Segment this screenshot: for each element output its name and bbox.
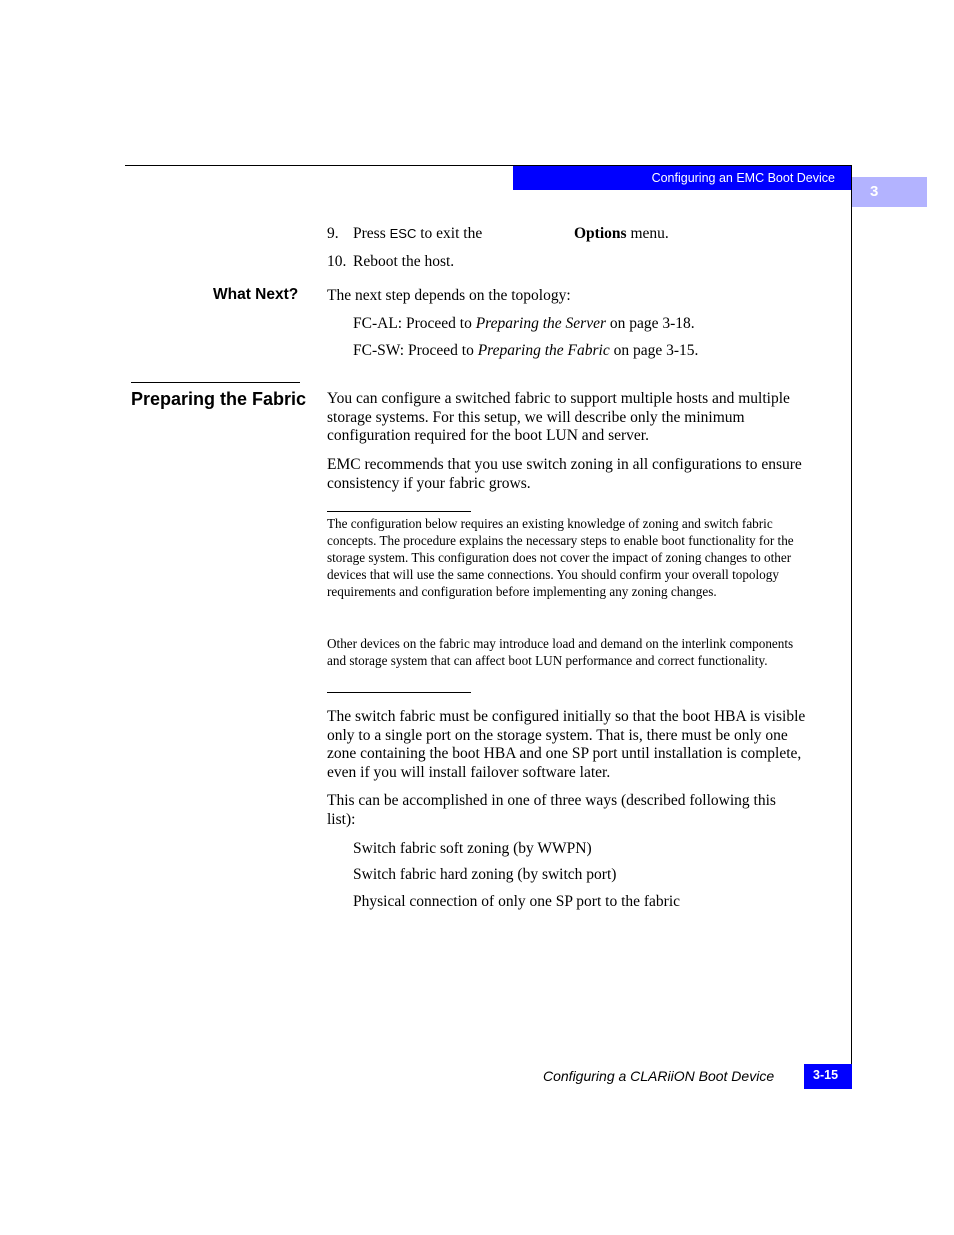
right-margin-rule — [851, 165, 852, 1089]
step-text: to exit the — [416, 225, 483, 242]
what-next-heading: What Next? — [213, 286, 299, 303]
page-number-box — [804, 1064, 852, 1089]
note-paragraph: The configuration below requires an existing knowledge of zoning and switch fabric concepts. The procedure explains the necessary steps to enable boot functionality for the storage system. This configuration does not cover the impact of zoning changes to other devices that will use the same connections. You should confirm your overall topology requirements and configuration before implementing any zoning changes. — [327, 516, 794, 599]
paragraph: EMC recommends that you use switch zoning in all configurations to ensure consistency if your fabric grows. — [327, 456, 802, 492]
section-title: Configuring an EMC Boot Device — [651, 171, 835, 185]
page-number: 3-15 — [813, 1068, 839, 1082]
menu-name: Options — [574, 225, 627, 242]
step-text: Reboot the host. — [353, 253, 455, 270]
what-next-intro: The next step depends on the topology: — [327, 287, 571, 304]
step-10 — [327, 252, 455, 271]
footer-title: Configuring a CLARiiON Boot Device — [543, 1068, 775, 1084]
list-item: FC-AL: Proceed to Preparing the Server on page 3-18. — [353, 315, 695, 332]
paragraph: This can be accomplished in one of three ways (described following this list): — [327, 792, 776, 828]
list-item: Switch fabric soft zoning (by WWPN) — [353, 840, 592, 857]
list-item: Physical connection of only one SP port to the fabric — [353, 893, 681, 910]
step-text: Press — [353, 225, 390, 242]
note-rule-bottom — [327, 692, 471, 693]
heading-rule — [131, 382, 300, 383]
note-rule-top — [327, 511, 471, 512]
cross-reference: Preparing the Fabric — [477, 342, 610, 359]
step-text: menu. — [626, 225, 669, 242]
chapter-tab — [852, 177, 927, 207]
cross-reference: Preparing the Server — [475, 315, 606, 332]
paragraph: You can configure a switched fabric to support multiple hosts and multiple storage systems. For this setup, we will describe only the minimum configuration required for the boot LUN and server. — [327, 390, 790, 445]
note-paragraph: Other devices on the fabric may introduce load and demand on the interlink components and storage system that can affect boot LUN performance and correct functionality. — [327, 636, 794, 668]
section-header-bar — [513, 166, 851, 190]
section-heading: Preparing the Fabric — [131, 389, 307, 409]
key-name: ESC — [389, 226, 417, 241]
paragraph: The switch fabric must be configured initially so that the boot HBA is visible only to a single port on the storage system. That is, there must be only one zone containing the boot HBA and one SP port until installation is complete, even if you will install failover software later. — [327, 708, 806, 782]
step-9 — [327, 224, 669, 243]
list-item: Switch fabric hard zoning (by switch port) — [353, 866, 617, 883]
step-number: 9. — [327, 225, 339, 242]
step-number: 10. — [327, 253, 347, 270]
chapter-number: 3 — [870, 183, 879, 200]
list-item: FC-SW: Proceed to Preparing the Fabric on page 3-15. — [353, 342, 699, 359]
